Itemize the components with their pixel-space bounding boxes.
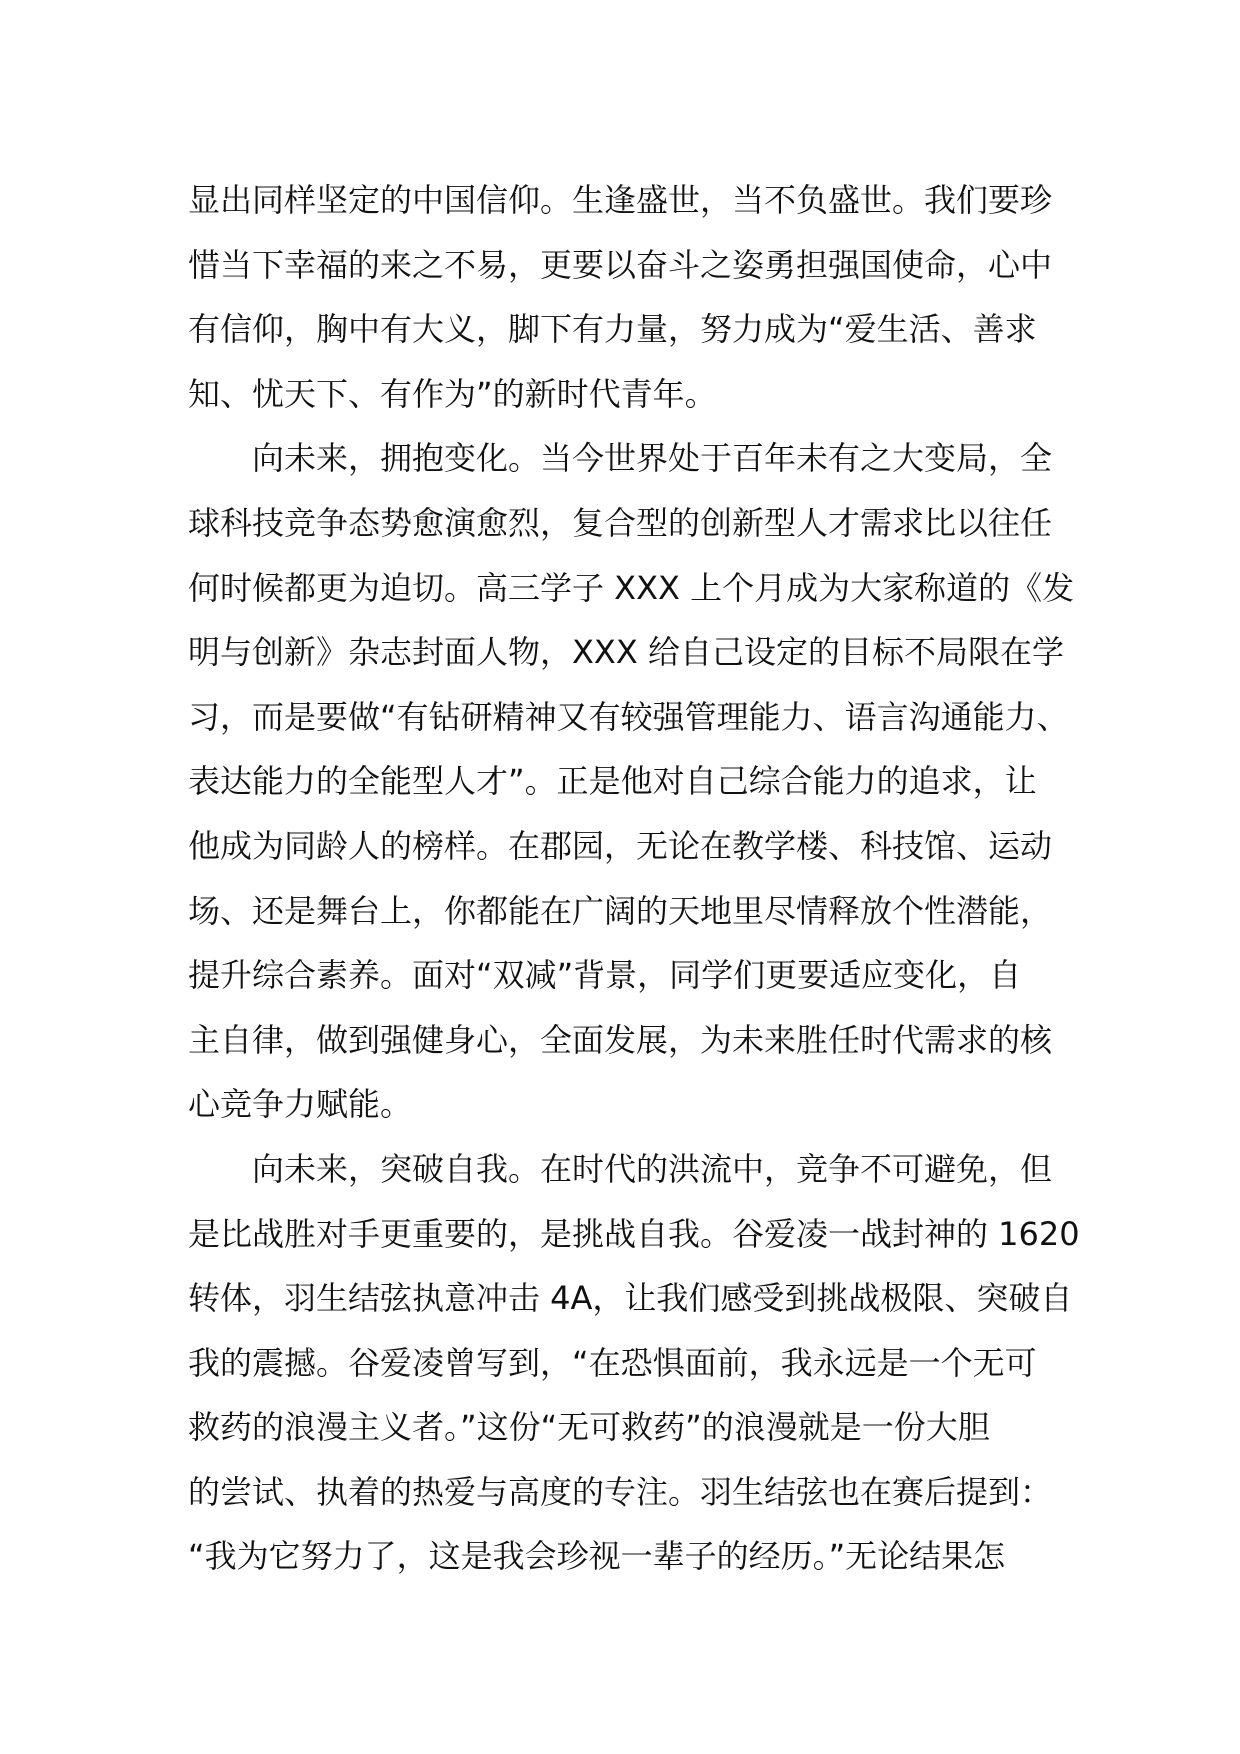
text-line: “我为它努力了，这是我会珍视一辈子的经历。”无论结果怎	[188, 1537, 1006, 1576]
text-line: 习，而是要做“有钻研精神又有较强管理能力、语言沟通能力、	[188, 697, 1069, 736]
text-line: 表达能力的全能型人才”。正是他对自己综合能力的追求，让	[188, 762, 1037, 801]
text-line: 我的震撼。谷爱凌曾写到，“在恐惧面前，我永远是一个无可	[188, 1343, 1037, 1382]
text-line: 何时候都更为迫切。高三学子 XXX 上个月成为大家称道的《发	[188, 568, 1075, 607]
text-line: 明与创新》杂志封面人物，XXX 给自己设定的目标不局限在学	[188, 633, 1064, 672]
text-line: 是比战胜对手更重要的，是挑战自我。谷爱凌一战封神的 1620	[188, 1214, 1080, 1253]
text-line: 提升综合素养。面对“双减”背景，同学们更要适应变化，自	[188, 956, 1022, 995]
text-line: 心竞争力赋能。	[188, 1085, 413, 1124]
body-text	[188, 168, 1080, 1589]
text-line: 显出同样坚定的中国信仰。生逢盛世，当不负盛世。我们要珍	[188, 181, 1053, 219]
text-line: 知、忧天下、有作为”的新时代青年。	[188, 374, 717, 413]
text-line: 转体，羽生结弦执意冲击 4A，让我们感受到挑战极限、突破自	[188, 1279, 1073, 1318]
text-line: 有信仰，胸中有大义，脚下有力量，努力成为“爱生活、善求	[188, 310, 1037, 349]
text-line: 场、还是舞台上，你都能在广阔的天地里尽情释放个性潜能，	[188, 891, 1053, 930]
text-line: 救药的浪漫主义者。”这份“无可救药”的浪漫就是一份大胆	[188, 1408, 990, 1447]
text-line: 的尝试、执着的热爱与高度的专注。羽生结弦也在赛后提到：	[188, 1472, 1053, 1511]
text-line: 球科技竞争态势愈演愈烈，复合型的创新型人才需求比以往任	[188, 503, 1053, 542]
text-line: 他成为同龄人的榜样。在郡园，无论在教学楼、科技馆、运动	[188, 826, 1053, 865]
text-line: 向未来，突破自我。在时代的洪流中，竞争不可避免，但	[188, 1149, 1053, 1188]
text-line: 惜当下幸福的来之不易，更要以奋斗之姿勇担强国使命，心中	[188, 245, 1053, 284]
text-line: 主自律，做到强健身心，全面发展，为未来胜任时代需求的核	[188, 1020, 1053, 1059]
text-line: 向未来，拥抱变化。当今世界处于百年未有之大变局，全	[188, 439, 1053, 478]
